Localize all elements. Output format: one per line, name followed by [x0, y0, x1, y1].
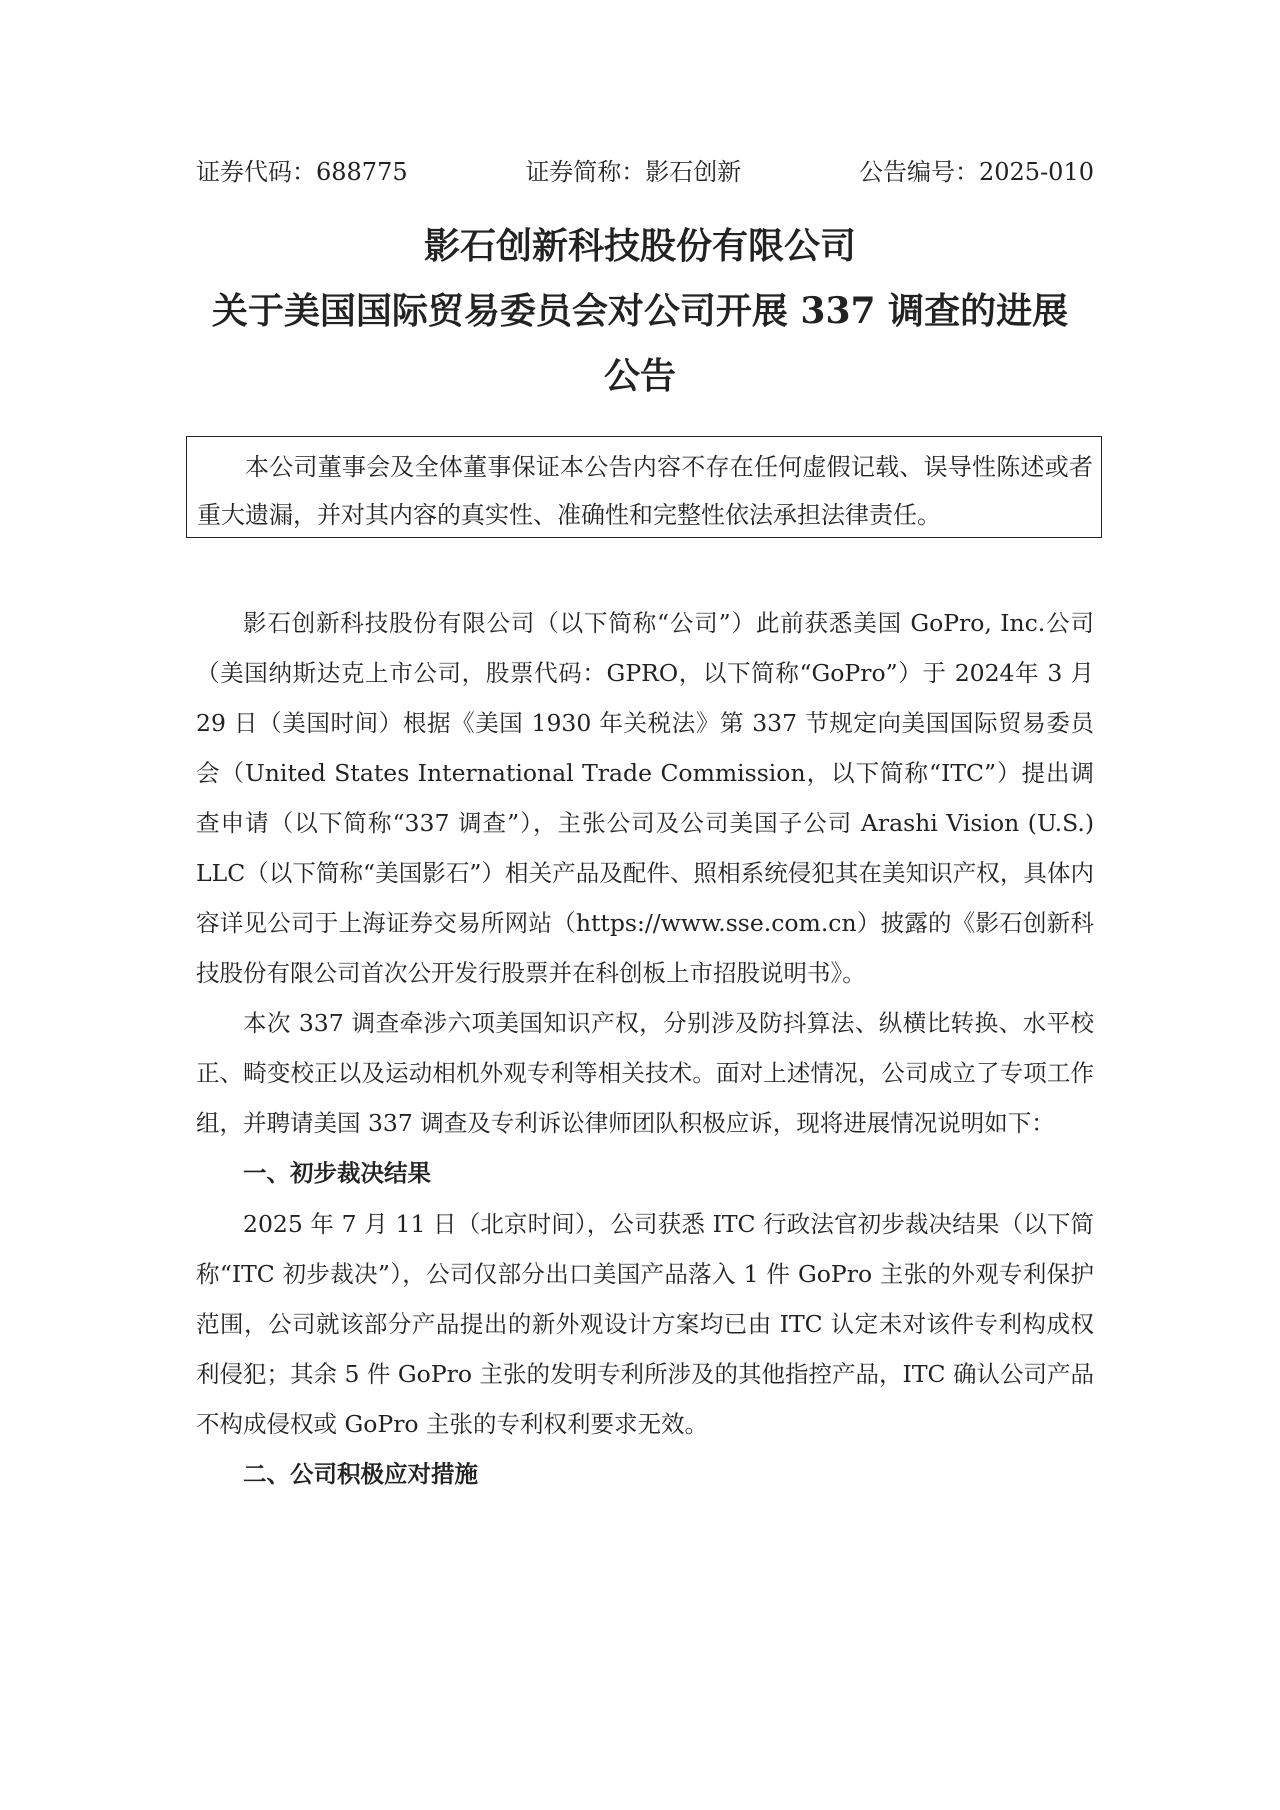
- section-heading-response-measures: 二、公司积极应对措施: [243, 1460, 478, 1488]
- stock-code: 证券代码：688775: [196, 158, 408, 186]
- announcement-body: [196, 598, 1094, 1500]
- announcement-number: 公告编号：2025-010: [859, 158, 1094, 186]
- paragraph-investigation-scope: 本次 337 调查牵涉六项美国知识产权，分别涉及防抖算法、纵横比转换、水平校正、畸变校正以及运动相机外观专利等相关技术。面对上述情况，公司成立了专项工作组，并聘请美国 337 调查及专利诉讼律师团队积极应诉，现将进展情况说明如下：: [196, 1009, 1094, 1137]
- paragraph-background: 影石创新科技股份有限公司（以下简称“公司”）此前获悉美国 GoPro, Inc.公司（美国纳斯达克上市公司，股票代码：GPRO，以下简称“GoPro”）于 2024年 3 月 29 日（美国时间）根据《美国 1930 年关税法》第 337 节规定向美国国际贸易委员会（United States International Trade Commission，以下简称“ITC”）提出调查申请（以下简称“337 调查”），主张公司及公司美国子公司 Arashi Vision (U.S.) LLC（以下简称“美国影石”）相关产品及配件、照相系统侵犯其在美知识产权，具体内容详见公司于上海证券交易所网站（https://www.sse.com.cn）披露的《影石创新科技股份有限公司首次公开发行股票并在科创板上市招股说明书》。: [196, 609, 1094, 987]
- announcement-header: [196, 152, 1094, 192]
- document-title: [180, 214, 1100, 409]
- section-heading-initial-determination: 一、初步裁决结果: [243, 1159, 431, 1187]
- paragraph-initial-determination: 2025 年 7 月 11 日（北京时间），公司获悉 ITC 行政法官初步裁决结果（以下简称“ITC 初步裁决”），公司仅部分出口美国产品落入 1 件 GoPro 主张的外观专利保护范围，公司就该部分产品提出的新外观设计方案均已由 ITC 认定未对该件专利构成权利侵犯；其余 5 件 GoPro 主张的发明专利所涉及的其他指控产品，ITC 确认公司产品不构成侵权或 GoPro 主张的专利权利要求无效。: [196, 1210, 1094, 1438]
- board-statement-text: 本公司董事会及全体董事保证本公告内容不存在任何虚假记载、误导性陈述或者重大遗漏，并对其内容的真实性、准确性和完整性依法承担法律责任。: [197, 453, 1093, 529]
- stock-name: 证券简称：影石创新: [525, 158, 742, 186]
- title-subject: 关于美国国际贸易委员会对公司开展 337 调查的进展: [211, 290, 1069, 332]
- board-statement-box: [186, 436, 1102, 538]
- title-company: 影石创新科技股份有限公司: [423, 225, 856, 267]
- title-suffix: 公告: [603, 355, 676, 397]
